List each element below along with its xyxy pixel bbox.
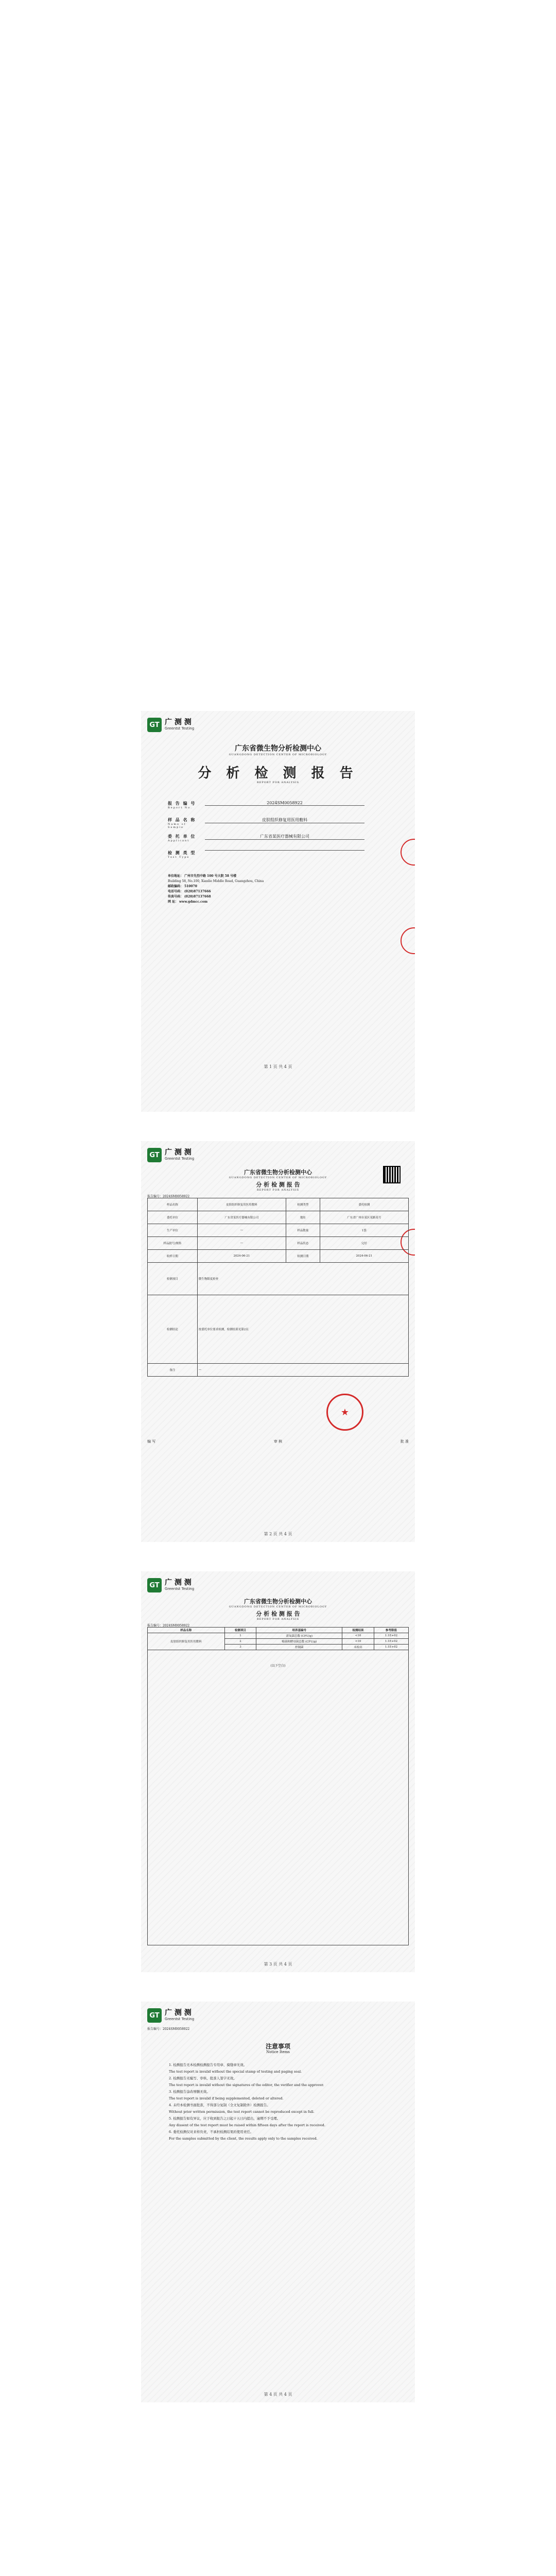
report-title-en: REPORT FOR ANALYSIS xyxy=(256,781,300,784)
report-no: 报告编号：2024SM0058922 xyxy=(147,1195,190,1198)
table-cell: 1 xyxy=(224,1633,256,1639)
report-no: 报告编号：2024SM0058922 xyxy=(147,2027,190,2031)
page-number: 第 1 页 共 4 页 xyxy=(264,1064,292,1069)
report-summary-page xyxy=(141,1141,415,1542)
table-row xyxy=(148,1198,409,1211)
table-cell: 检测结论 xyxy=(148,1295,198,1364)
table-cell: 样品数量 xyxy=(286,1224,320,1237)
gt-logo-icon: GT xyxy=(147,2008,162,2023)
table-cell: 1.1E+02 xyxy=(374,1639,408,1645)
test-type-row: 检 测 类 型 Test Type xyxy=(168,850,201,859)
table-cell: 样品名称 xyxy=(148,1198,198,1211)
table-row xyxy=(148,1364,409,1377)
report-title: 分 析 检 测 报 告 xyxy=(256,1181,300,1188)
report-cover-page xyxy=(141,711,415,1112)
table-cell: — xyxy=(197,1364,408,1377)
table-header-cell: 培养基编号 xyxy=(256,1628,342,1633)
approval-seal-icon: ★ xyxy=(326,1394,363,1431)
notice-page xyxy=(141,2002,415,2402)
notice-title: 注意事项 xyxy=(265,2043,290,2050)
page-number: 第 3 页 共 4 页 xyxy=(264,1962,292,1967)
org-logo xyxy=(147,716,194,734)
sample-row: 样 品 名 称 Name of Sample 皮肤组织修复用医用敷料 xyxy=(168,817,201,829)
verifier-label: 审 核 xyxy=(273,1439,283,1444)
notice-item: 5. 检测报告如有异议，应于收到报告之日起十五日内提出，逾期不予受理。 xyxy=(169,2116,281,2121)
org-logo: GT 广 测 测 Greentst Testing xyxy=(147,1146,194,1164)
report-title-en: REPORT FOR ANALYSIS xyxy=(256,1189,300,1192)
report-no: 报告编号：2024SM0058922 xyxy=(147,1624,190,1628)
table-cell: 需氧菌总数 (CFU/g) xyxy=(256,1633,342,1639)
table-cell: 委托检测 xyxy=(320,1198,408,1211)
report-title: 分 析 检 测 报 告 xyxy=(256,1611,300,1617)
notice-title-en: Notice Items xyxy=(266,2050,290,2054)
org-logo: GT 广 测 测 Greentst Testing xyxy=(147,2007,194,2024)
table-row xyxy=(148,1224,409,1237)
notice-item: 1. 检测报告无本检测检测报告专用章、骑缝章无效。 xyxy=(169,2063,247,2067)
report-title-en: REPORT FOR ANALYSIS xyxy=(256,1618,300,1621)
table-row xyxy=(148,1250,409,1263)
org-name-en: GUANGDONG DETECTION CENTER OF MICROBIOLOGY xyxy=(229,1605,327,1608)
notice-item: For the samples submitted by the client, the results apply only to the samples received. xyxy=(169,2137,318,2141)
org-logo: GT 广 测 测 Greentst Testing xyxy=(147,1577,194,1594)
table-header-cell: 样品名称 xyxy=(148,1628,225,1633)
editor-label: 编 写 xyxy=(147,1439,156,1444)
table-cell: 1.1E+02 xyxy=(374,1645,408,1650)
table-header-cell: 检测项目 xyxy=(224,1628,256,1633)
org-name: 广东省微生物分析检测中心 xyxy=(244,1169,312,1176)
sample-cell: 皮肤组织修复用医用敷料 xyxy=(148,1633,225,1650)
table-cell: — xyxy=(197,1237,286,1250)
table-cell: 生产单位 xyxy=(148,1224,198,1237)
table-cell: 微生物限度检查 xyxy=(197,1263,408,1295)
table-cell: 皮肤组织修复用医用敷料 xyxy=(197,1198,286,1211)
table-cell: — xyxy=(197,1224,286,1237)
table-cell: 未检出 xyxy=(342,1645,374,1650)
table-cell: <10 xyxy=(342,1639,374,1645)
page-number: 第 2 页 共 4 页 xyxy=(264,1532,292,1536)
logo-cn: 广 测 测 xyxy=(165,718,192,727)
table-cell: 霉菌和酵母菌总数 (CFU/g) xyxy=(256,1639,342,1645)
table-cell: 完好 xyxy=(320,1237,408,1250)
report-results-page xyxy=(141,1571,415,1972)
logo-en: Greentst Testing xyxy=(165,726,195,731)
table-cell: 检测日期 xyxy=(286,1250,320,1263)
gt-logo-icon: GT xyxy=(147,1148,162,1162)
table-cell: 2024-06-21 xyxy=(320,1250,408,1263)
report-title: 分 析 检 测 报 告 xyxy=(198,766,358,781)
table-cell: 收样日期 xyxy=(148,1250,198,1263)
table-row xyxy=(148,1211,409,1224)
table-cell: 3 xyxy=(224,1645,256,1650)
notice-item: Without prior written permission, the test report cannot be reproduced except in full. xyxy=(169,2110,315,2114)
contact-block: 单位地址： 广州市先烈中路 100 号大院 58 号楼 Building 58, No.100, Xianlie Middle Road, Guangzhou, China 邮政编码： 510070 电话号码： (020)87137666 传真号码： (020)87137668 网 址： www.gdmcc.com xyxy=(168,874,264,904)
table-cell: 1.1E+02 xyxy=(374,1633,408,1639)
org-name: 广东省微生物分析检测中心 xyxy=(235,744,321,753)
table-cell: <10 xyxy=(342,1633,374,1639)
table-cell: 广东省某医疗器械有限公司 xyxy=(197,1211,286,1224)
table-cell: 控制菌 xyxy=(256,1645,342,1650)
page-number: 第 4 页 共 4 页 xyxy=(264,2392,292,2397)
applicant-row: 委 托 单 位 Applicant 广东省某医疗器械有限公司 xyxy=(168,834,201,842)
seal-edge-icon xyxy=(401,927,415,954)
table-cell: 委托单位 xyxy=(148,1211,198,1224)
org-name-en: GUANGDONG DETECTION CENTER OF MICROBIOLOGY xyxy=(229,1176,327,1179)
table-row xyxy=(148,1295,409,1364)
table-header-cell: 参考限值 xyxy=(374,1628,408,1633)
notice-item: The test report is invalid if being supplemented, deleted or altered. xyxy=(169,2096,284,2100)
table-cell: 2024-06-21 xyxy=(197,1250,286,1263)
table-cell: 样品状态 xyxy=(286,1237,320,1250)
table-cell: 1袋 xyxy=(320,1224,408,1237)
seal-edge-icon xyxy=(401,839,415,866)
table-cell: 检测项目 xyxy=(148,1263,198,1295)
table-cell: 按委托单位要求检测，检测结果见第2页 xyxy=(197,1295,408,1364)
table-cell: 检测类型 xyxy=(286,1198,320,1211)
table-end-note: (以下空白) xyxy=(270,1664,286,1668)
report-no-row: 报 告 编 号 Report No. 2024SM0058922 xyxy=(168,801,201,809)
org-name: 广东省微生物分析检测中心 xyxy=(244,1598,312,1605)
notice-item: Any dissent of the test report must be raised within fifteen days after the report is received. xyxy=(169,2123,325,2127)
table-row xyxy=(148,1263,409,1295)
table-row xyxy=(148,1237,409,1250)
table-cell: 广东省广州市某区某路某号 xyxy=(320,1211,408,1224)
table-header-cell: 检测结果 xyxy=(342,1628,374,1633)
summary-table xyxy=(147,1198,409,1377)
table-cell: 地址 xyxy=(286,1211,320,1224)
table-cell: 备注 xyxy=(148,1364,198,1377)
notice-item: The test report is invalid without the special stamp of testing and paging seal. xyxy=(169,2070,302,2074)
notice-item: 6. 委托检测仅对来样负责，不承担检测结果的使用责任。 xyxy=(169,2130,254,2134)
table-cell: 样品批号/规格 xyxy=(148,1237,198,1250)
notice-item: 2. 检测报告无编写、审核、批准人签字无效。 xyxy=(169,2076,237,2080)
notice-item: 4. 未经本检测书面批准，不得部分复制（全文复制除外）检测报告。 xyxy=(169,2103,270,2107)
notice-list xyxy=(169,2062,390,2143)
org-name-en: GUANGDONG DETECTION CENTER OF MICROBIOLOGY xyxy=(229,753,327,756)
gt-logo-icon: GT xyxy=(147,1578,162,1592)
notice-item: The test report is invalid without the signatures of the editor, the verifier and the approver. xyxy=(169,2083,324,2087)
gt-logo-icon: GT xyxy=(147,718,162,732)
approver-label: 批 准 xyxy=(400,1439,409,1444)
notice-item: 3. 检测报告涂改增删无效。 xyxy=(169,2090,210,2094)
table-cell: 2 xyxy=(224,1639,256,1645)
signature-line xyxy=(147,1439,409,1444)
results-frame xyxy=(147,1627,409,1945)
